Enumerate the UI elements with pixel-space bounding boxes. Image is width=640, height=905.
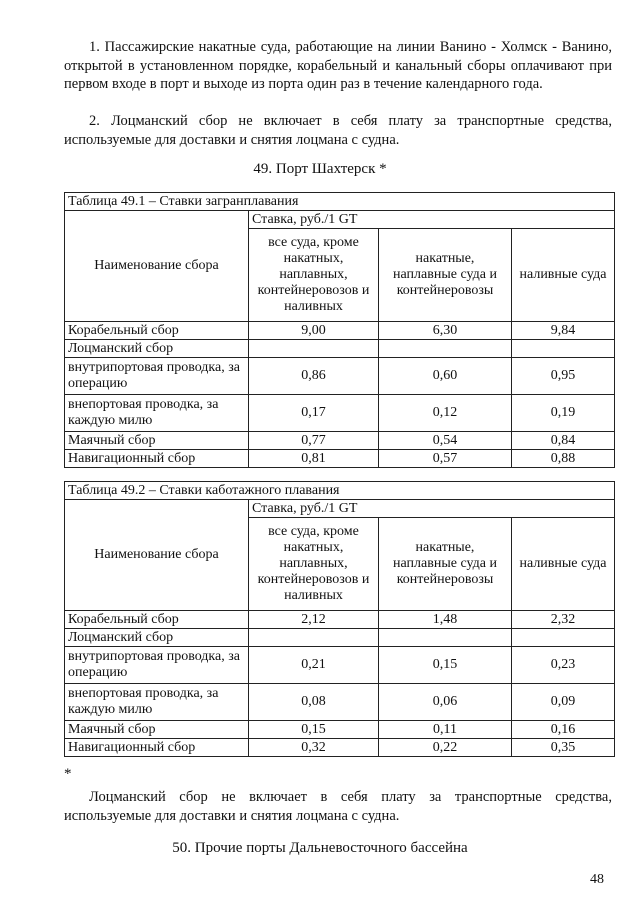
- cell-value: 9,00: [249, 322, 379, 340]
- table-row: [65, 358, 615, 395]
- cell-value: 0,95: [512, 358, 615, 395]
- row-name: Лоцманский сбор: [65, 629, 249, 647]
- table-row: [65, 340, 615, 358]
- cell-value: 6,30: [379, 322, 512, 340]
- cell-value: [379, 629, 512, 647]
- footnote-marker: *: [64, 766, 72, 782]
- table-row: [65, 432, 615, 450]
- row-name: Лоцманский сбор: [65, 340, 249, 358]
- row-name: внутрипортовая проводка, за операцию: [65, 358, 249, 395]
- row-name: Корабельный сбор: [65, 611, 249, 629]
- section-50-title: 50. Прочие порты Дальневосточного бассейна: [172, 840, 468, 856]
- column-header-rate: Ставка, руб./1 GT: [249, 211, 615, 229]
- cell-value: [249, 340, 379, 358]
- table-row: [65, 739, 615, 757]
- column-header-tankers: наливные суда: [512, 518, 615, 611]
- column-header-tankers: наливные суда: [512, 229, 615, 322]
- cell-value: [512, 629, 615, 647]
- table-row: [65, 721, 615, 739]
- cell-value: [512, 340, 615, 358]
- column-header-all-vessels: все суда, кроме накатных, наплавных, контейнеровозов и наливных: [249, 229, 379, 322]
- table-row: [65, 395, 615, 432]
- table-row: [65, 450, 615, 468]
- table-49-2: [64, 481, 615, 757]
- row-name: Корабельный сбор: [65, 322, 249, 340]
- cell-value: 0,19: [512, 395, 615, 432]
- cell-value: 0,16: [512, 721, 615, 739]
- column-header-roro-containers: накатные, наплавные суда и контейнеровозы: [379, 518, 512, 611]
- row-name: Навигационный сбор: [65, 739, 249, 757]
- row-name: внутрипортовая проводка, за операцию: [65, 647, 249, 684]
- cell-value: 0,09: [512, 684, 615, 721]
- section-49-title: 49. Порт Шахтерск *: [253, 161, 387, 177]
- cell-value: 2,12: [249, 611, 379, 629]
- cell-value: 0,21: [249, 647, 379, 684]
- cell-value: 0,35: [512, 739, 615, 757]
- table-row: [65, 611, 615, 629]
- intro-paragraph-1: 1. Пассажирские накатные суда, работающие на линии Ванино - Холмск - Ванино, открытой в установленном порядке, корабельный и канальный сборы оплачивают при первом входе в порт и выходе из порта один раз в течение календарного года.: [64, 39, 612, 92]
- footnote-text: Лоцманский сбор не включает в себя плату за транспортные средства, используемые для доставки и снятия лоцмана с судна.: [64, 789, 612, 824]
- cell-value: 0,12: [379, 395, 512, 432]
- cell-value: [379, 340, 512, 358]
- cell-value: 0,23: [512, 647, 615, 684]
- cell-value: 9,84: [512, 322, 615, 340]
- column-header-roro-containers: накатные, наплавные суда и контейнеровозы: [379, 229, 512, 322]
- cell-value: 0,08: [249, 684, 379, 721]
- table-row: [65, 629, 615, 647]
- cell-value: 0,77: [249, 432, 379, 450]
- column-header-all-vessels: все суда, кроме накатных, наплавных, контейнеровозов и наливных: [249, 518, 379, 611]
- cell-value: 0,15: [379, 647, 512, 684]
- cell-value: 1,48: [379, 611, 512, 629]
- column-header-fee-name: Наименование сбора: [65, 211, 249, 322]
- cell-value: 0,81: [249, 450, 379, 468]
- row-name: Маячный сбор: [65, 432, 249, 450]
- row-name: Навигационный сбор: [65, 450, 249, 468]
- cell-value: 0,06: [379, 684, 512, 721]
- cell-value: 0,60: [379, 358, 512, 395]
- table-49-1: [64, 192, 615, 468]
- cell-value: 0,17: [249, 395, 379, 432]
- cell-value: 0,22: [379, 739, 512, 757]
- cell-value: [249, 629, 379, 647]
- cell-value: 0,54: [379, 432, 512, 450]
- cell-value: 0,57: [379, 450, 512, 468]
- table-row: [65, 684, 615, 721]
- cell-value: 0,88: [512, 450, 615, 468]
- cell-value: 0,86: [249, 358, 379, 395]
- row-name: внепортовая проводка, за каждую милю: [65, 395, 249, 432]
- cell-value: 0,84: [512, 432, 615, 450]
- row-name: внепортовая проводка, за каждую милю: [65, 684, 249, 721]
- cell-value: 0,15: [249, 721, 379, 739]
- intro-paragraph-2: 2. Лоцманский сбор не включает в себя плату за транспортные средства, используемые для доставки и снятия лоцмана с судна.: [64, 113, 612, 148]
- table-row: [65, 322, 615, 340]
- column-header-fee-name: Наименование сбора: [65, 500, 249, 611]
- table-caption: Таблица 49.1 – Ставки загранплавания: [65, 193, 615, 211]
- row-name: Маячный сбор: [65, 721, 249, 739]
- cell-value: 2,32: [512, 611, 615, 629]
- column-header-rate: Ставка, руб./1 GT: [249, 500, 615, 518]
- cell-value: 0,32: [249, 739, 379, 757]
- cell-value: 0,11: [379, 721, 512, 739]
- page-number: 48: [590, 872, 604, 887]
- table-caption: Таблица 49.2 – Ставки каботажного плавания: [65, 482, 615, 500]
- table-row: [65, 647, 615, 684]
